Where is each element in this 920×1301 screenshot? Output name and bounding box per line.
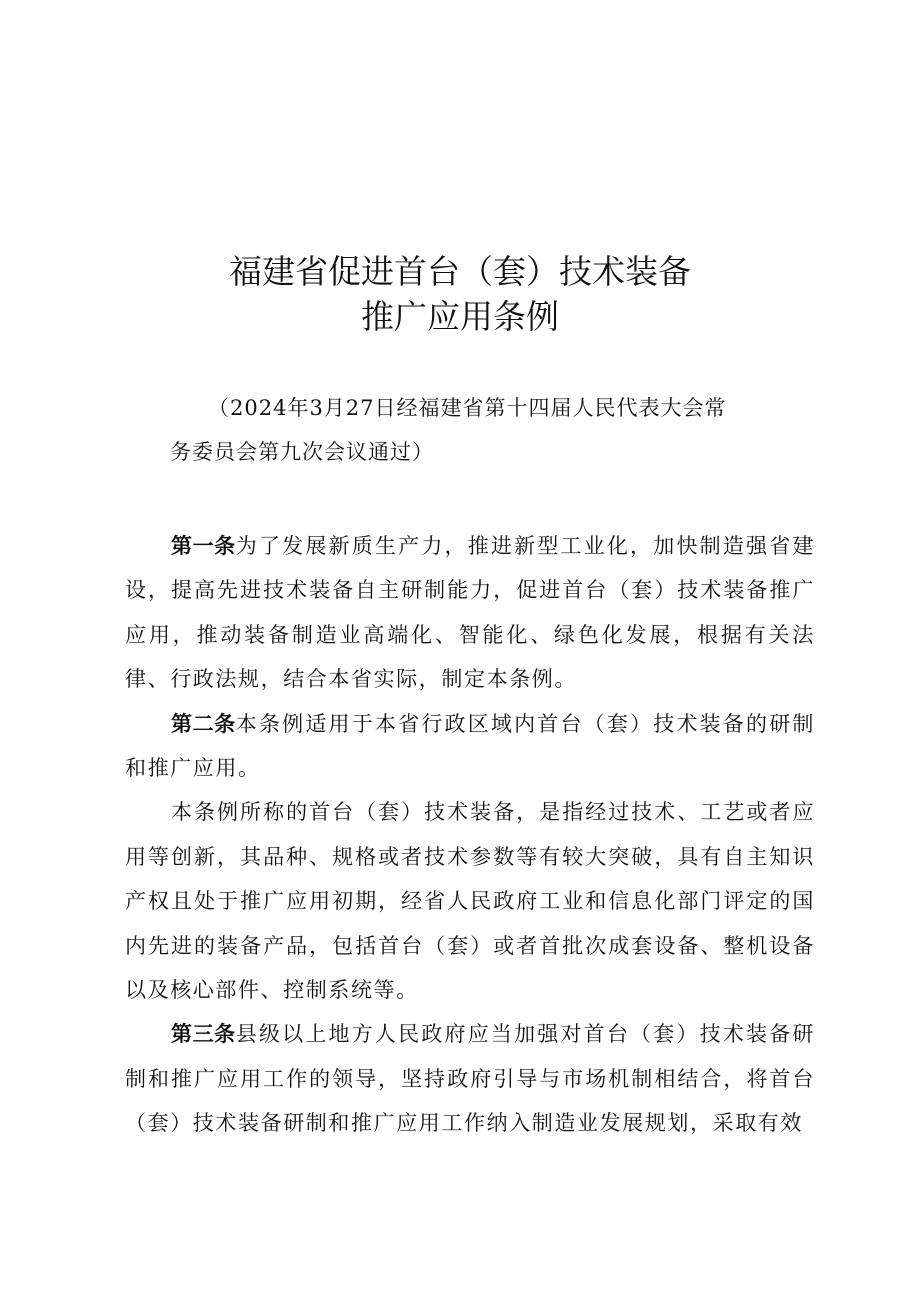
adoption-note-line-2: 务委员会第九次会议通过） <box>170 440 434 464</box>
document-body <box>125 524 815 1146</box>
article-label: 第一条 <box>171 534 236 558</box>
document-title-line-1: 福建省促进首台（套）技术装备 <box>229 252 691 291</box>
article-2-definition <box>125 790 815 1012</box>
article-1 <box>125 524 815 702</box>
document-title-line-2: 推广应用条例 <box>361 297 559 336</box>
article-text: 本条例适用于本省行政区域内首台（套）技术装备的研制和推广应用。 <box>125 711 816 781</box>
adoption-note-line-1: （2024年3月27日经福建省第十四届人民代表大会常 <box>208 396 727 420</box>
article-text: 本条例所称的首台（套）技术装备，是指经过技术、工艺或者应用等创新，其品种、规格或者技术参数等有较大突破，具有自主知识产权且处于推广应用初期，经省人民政府工业和信息化部门评定的国内先进的装备产品，包括首台（套）或者首批次成套设备、整机设备以及核心部件、控制系统等。 <box>125 800 815 1003</box>
article-label: 第二条 <box>171 711 236 736</box>
article-label: 第三条 <box>171 1022 236 1047</box>
article-2 <box>125 702 815 791</box>
article-3 <box>125 1012 815 1145</box>
article-text: 县级以上地方人民政府应当加强对首台（套）技术装备研制和推广应用工作的领导，坚持政府引导与市场机制相结合，将首台（套）技术装备研制和推广应用工作纳入制造业发展规划，采取有效 <box>125 1022 816 1136</box>
article-text: 为了发展新质生产力，推进新型工业化，加快制造强省建设，提高先进技术装备自主研制能力，促进首台（套）技术装备推广应用，推动装备制造业高端化、智能化、绿色化发展，根据有关法律、行政法规，结合本省实际，制定本条例。 <box>125 534 816 692</box>
